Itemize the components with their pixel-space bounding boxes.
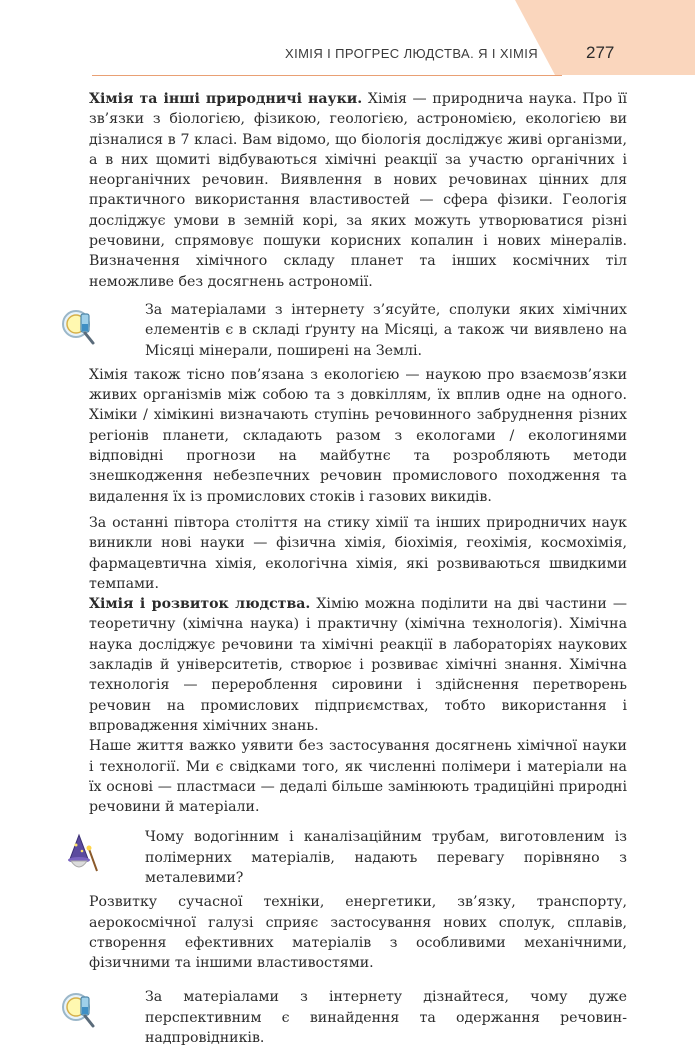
page-number: 277 [586, 43, 615, 62]
paragraph-new-sciences: За останні півтора століття на стику хімії та інших природничих наук виникли нові науки — фізична хімія, біохімія, геохімія, космохімія, фармацевтична хімія, екологічна хімія, які розвиваються швидкими темпами. [89, 514, 627, 592]
paragraph-technology: Розвитку сучасної техніки, енергетики, зв’язку, транспорту, аерокосмічної галузі сприяє застосування нових сполук, сплавів, створення ефективних матеріалів з особливими механічними, фізичними та іншими властивостями. [89, 894, 627, 972]
header-rule [92, 75, 562, 76]
page-body [89, 89, 627, 1052]
header-corner-decoration [515, 0, 695, 75]
task-block-pipes [89, 827, 627, 888]
paragraph-text: Хімію можна поділити на дві частини — теоретичну (хімічна наука) і практичну (хімічна технологія). Хімічна наука досліджує речовини та хімічні реакції в лабораторіях наукових закладів й університетів, створює і розвиває хімічні знання. Хімічна технологія — перероблення сировини і здійснення перетворень речовин на промислових підприємствах, тобто використання і впровадження хімічних знань. [89, 596, 627, 734]
paragraph-polymers: Наше життя важко уявити без застосування досягнень хімічної науки і технології. Ми є свідками того, як численні полімери і матеріали на їх основі — пластмаси — дедалі більше замінюють традиційні природні речовини й матеріали. [89, 738, 627, 816]
paragraph-text: Хімія — природнича наука. Про її зв’язки з біологією, фізикою, геологією, астрономією, екологією ви дізналися в 7 класі. Вам відомо, що біологія досліджує живі організми, а в них щомиті відбуваються хімічні реакції за участю органічних і неорганічних речовин. Виявлення в нових речовинах цінних для практичного використання властивостей — сфера фізики. Геологія досліджує умови в земній корі, за яких можуть утворюватися різні речовини, спрямовує пошуки корисних копалин і нових мінералів. Визначення хімічного складу планет та інших космічних тіл неможливе без досягнень астрономії. [89, 91, 627, 290]
paragraph-development [89, 594, 627, 736]
task-text: Чому водогінним і каналізаційним трубам, виготовленим із полімерних матеріалів, надають перевагу порівняно з металевими? [145, 829, 627, 886]
section-heading-sciences: Хімія та інші природничі науки. [89, 91, 363, 107]
magnifier-flask-icon [59, 989, 101, 1031]
task-text: За матеріалами з інтернету з’ясуйте, сполуки яких хімічних елементів є в складі ґрунту на Місяці, а також чи виявлено на Місяці мінерали, поширені на Землі. [145, 301, 627, 359]
task-text: За матеріалами з інтернету дізнайтеся, чому дуже перспективним є винайдення та одержання речовин-надпровідників. [145, 989, 627, 1047]
section-heading-development: Хімія і розвиток людства. [89, 596, 311, 613]
paragraph-sciences [89, 89, 627, 292]
wizard-icon [59, 833, 101, 875]
task-block-moon [89, 300, 627, 361]
running-header: ХІМІЯ І ПРОГРЕС ЛЮДСТВА. Я І ХІМІЯ [285, 46, 539, 61]
magnifier-flask-icon [59, 306, 101, 348]
paragraph-ecology: Хімія також тісно пов’язана з екологією — наукою про взаємозв’язки живих організмів між собою та з довкіллям, їх вплив одне на одного. Хіміки / хімікині визначають ступінь речовинного забруднення різних регіонів планети, складають разом з екологами / екологинями відповідні прогнози на майбутнє та розробляють методи знешкодження небезпечних речовин промислового походження та видалення їх із промислових стоків і газових викидів. [89, 366, 627, 505]
